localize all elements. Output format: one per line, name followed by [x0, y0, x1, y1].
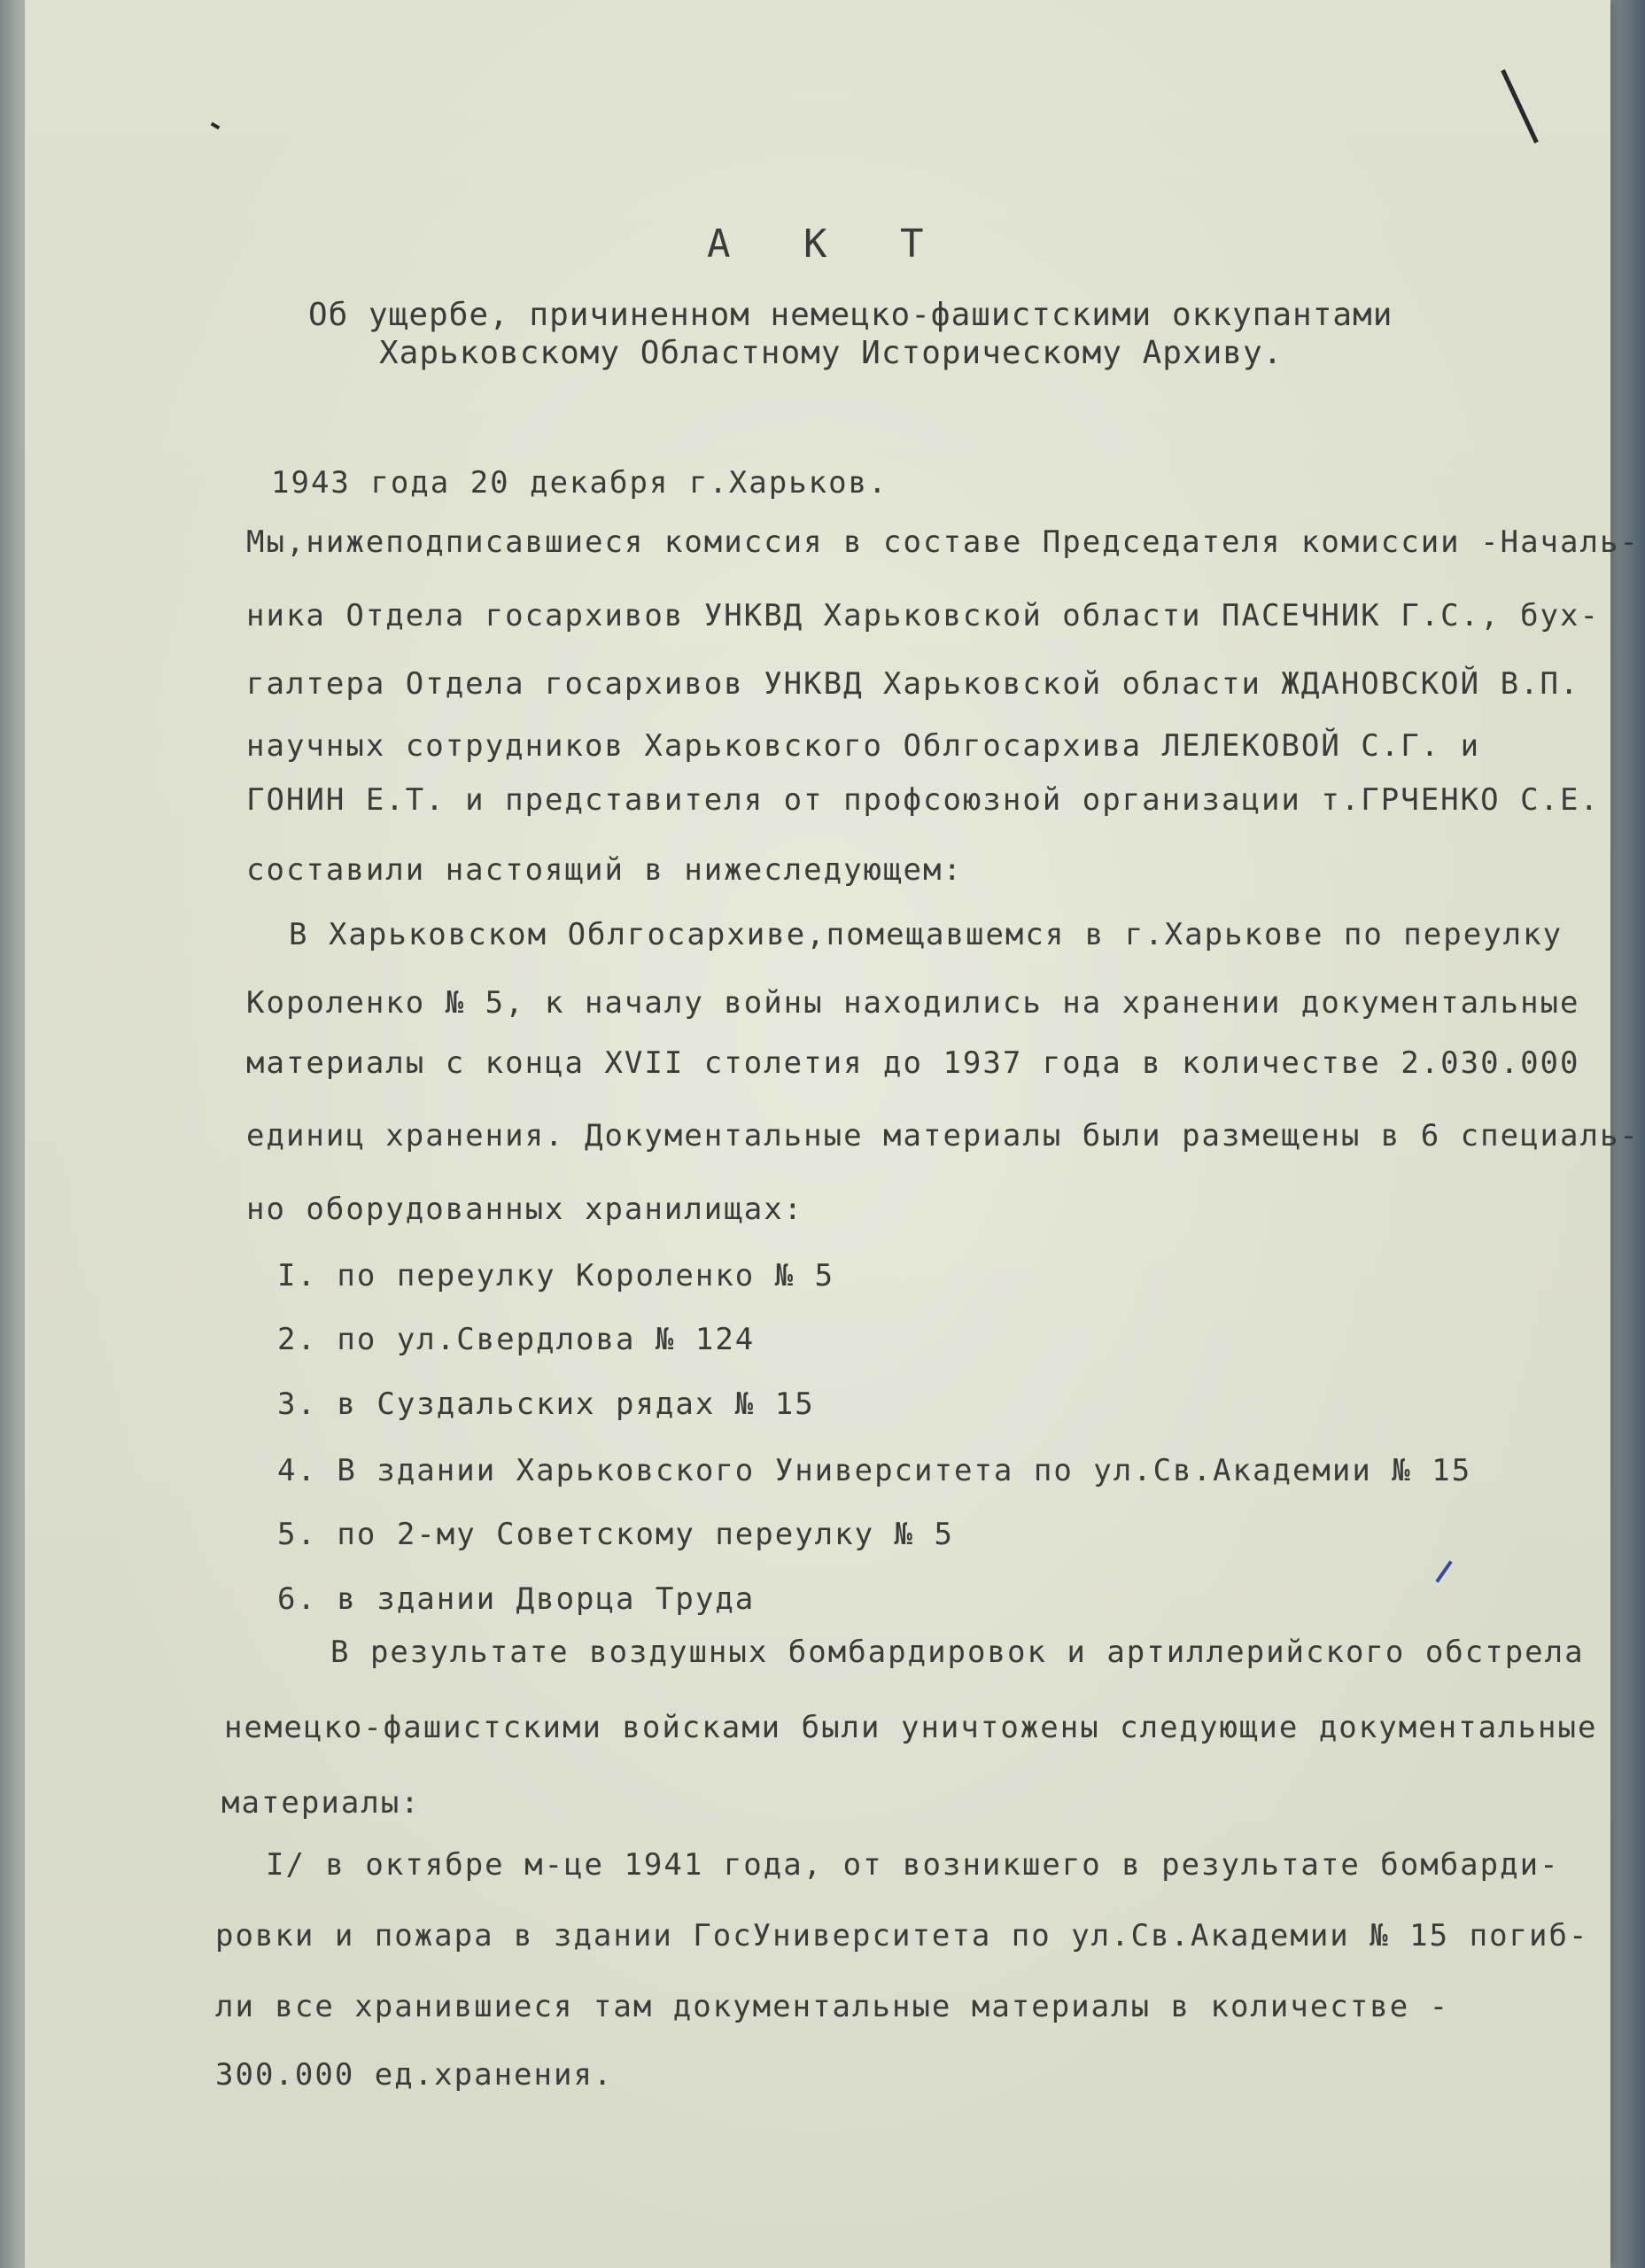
storage-list-item: 4. В здании Харьковского Университета по ул.Св.Академии № 15	[277, 1453, 1472, 1488]
paragraph-1-line: галтера Отдела госархивов УНКВД Харьковской области ЖДАНОВСКОЙ В.П.	[246, 666, 1580, 702]
paragraph-2-line: В Харьковском Облгосархиве,помещавшемся в г.Харькове по переулку	[289, 917, 1564, 952]
paragraph-2-line: но оборудованных хранилищах:	[246, 1192, 804, 1227]
paragraph-3-line: В результате воздушных бомбардировок и артиллерийского обстрела	[330, 1635, 1585, 1670]
document-subtitle-line-2: Харьковскому Областному Историческому Архиву.	[379, 335, 1284, 371]
storage-list-item: 6. в здании Дворца Труда	[277, 1581, 756, 1617]
date-line: 1943 года 20 декабря г.Харьков.	[271, 465, 888, 501]
document-subtitle-line-1: Об ущербе, причиненном немецко-фашистскими оккупантами	[308, 297, 1393, 333]
storage-list-item: 3. в Суздальских рядах № 15	[277, 1386, 815, 1422]
document-page	[25, 0, 1640, 2268]
paragraph-3-line: материалы:	[221, 1785, 421, 1821]
paragraph-1-line: Мы,нижеподписавшиеся комиссия в составе Председателя комиссии -Началь-	[246, 524, 1640, 560]
pen-stroke-mark	[211, 122, 221, 129]
paragraph-4-line: I/ в октябре м-це 1941 года, от возникшего в результате бомбарди-	[266, 1847, 1560, 1883]
document-title: А К Т	[707, 221, 949, 267]
storage-list-item: I. по переулку Короленко № 5	[277, 1258, 835, 1293]
paragraph-2-line: Короленко № 5, к началу войны находились на хранении документальные	[246, 985, 1580, 1021]
paragraph-4-line: ли все хранившиеся там документальные материалы в количестве -	[215, 1989, 1450, 2024]
paragraph-1-line: составили настоящий в нижеследующем:	[246, 852, 963, 888]
paragraph-3-line: немецко-фашистскими войсками были уничтожены следующие документальные	[224, 1710, 1598, 1745]
storage-list-item: 5. по 2-му Советскому переулку № 5	[277, 1517, 954, 1552]
paragraph-4-line: ровки и пожара в здании ГосУниверситета по ул.Св.Академии № 15 погиб-	[215, 1918, 1589, 1953]
paragraph-2-line: материалы с конца XVII столетия до 1937 года в количестве 2.030.000	[246, 1045, 1580, 1081]
paragraph-1-line: научных сотрудников Харьковского Облгосархива ЛЕЛЕКОВОЙ С.Г. и	[246, 728, 1481, 764]
storage-list-item: 2. по ул.Свердлова № 124	[277, 1322, 756, 1357]
pen-stroke-mark	[1435, 1560, 1452, 1582]
paragraph-2-line: единиц хранения. Документальные материалы были размещены в 6 специаль-	[246, 1118, 1640, 1153]
paragraph-4-line: 300.000 ед.хранения.	[215, 2057, 614, 2093]
paragraph-1-line: ника Отдела госархивов УНКВД Харьковской области ПАСЕЧНИК Г.С., бух-	[246, 598, 1600, 633]
pen-stroke-mark	[1501, 69, 1539, 144]
paragraph-1-line: ГОНИН Е.Т. и представителя от профсоюзной организации т.ГРЧЕНКО С.Е.	[246, 782, 1600, 818]
